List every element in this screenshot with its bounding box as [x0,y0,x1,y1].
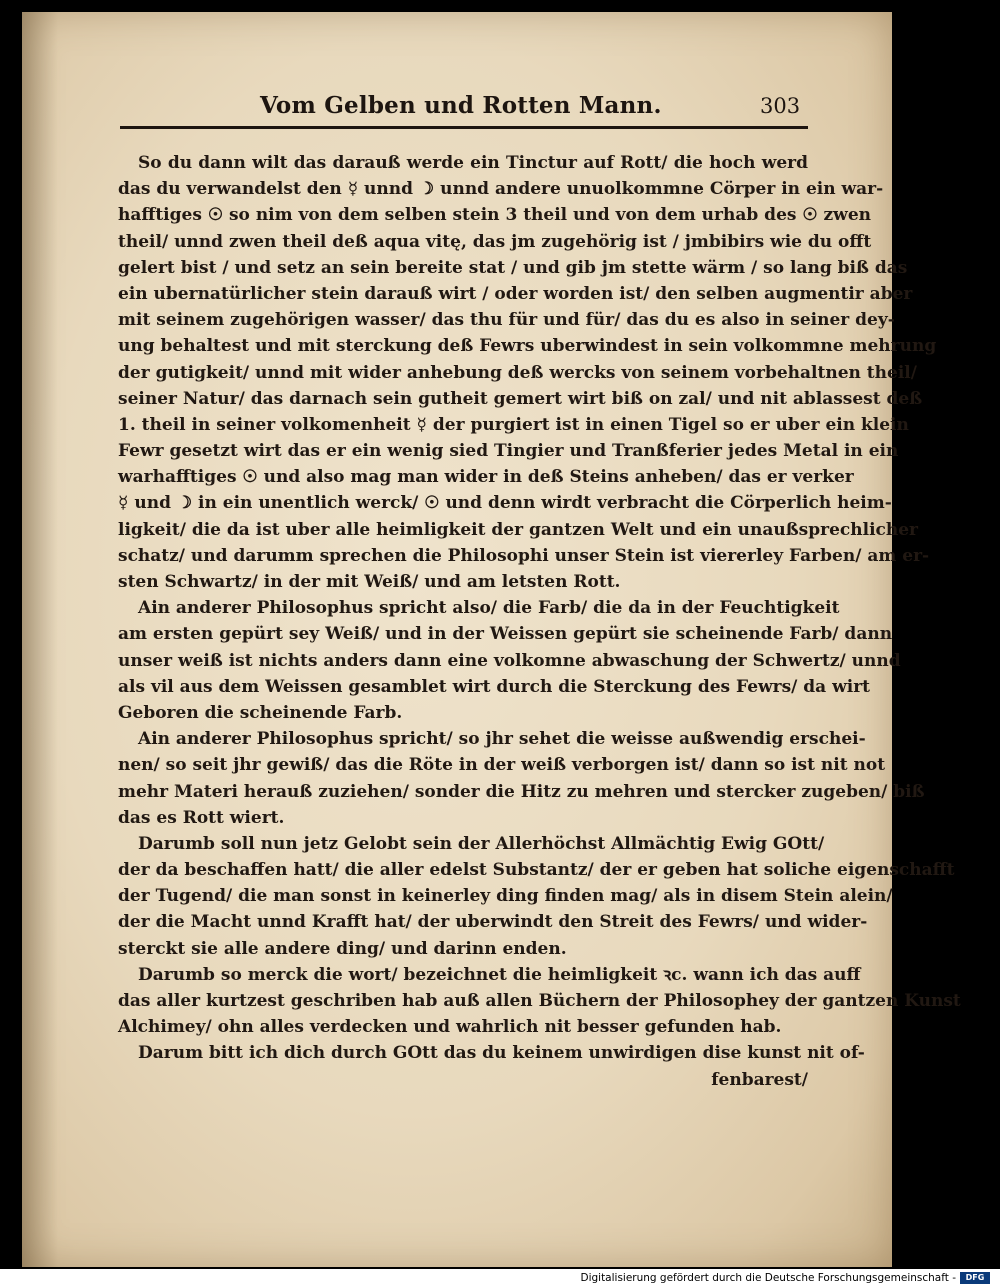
text-line: Darumb soll nun jetz Gelobt sein der Allerhöchst Allmächtig Ewig GOtt/ [138,833,825,854]
text-line: fenbarest/ [711,1069,808,1090]
text-line: seiner Natur/ das darnach sein gutheit gemert wirt biß on zal/ und nit ablassest deß [118,388,923,409]
text-line: mehr Materi herauß zuziehen/ sonder die Hitz zu mehren und stercker zugeben/ biß [118,781,925,802]
text-line: als vil aus dem Weissen gesamblet wirt durch die Sterckung des Fewrs/ da wirt [118,676,871,697]
text-line: das es Rott wiert. [118,807,285,828]
text-line: So du dann wilt das darauß werde ein Tinctur auf Rott/ die hoch werd [138,153,808,173]
text-line: Fewr gesetzt wirt das er ein wenig sied Tingier und Tranßferier jedes Metal in ein [118,441,899,462]
text-line: ligkeit/ die da ist uber alle heimligkeit der gantzen Welt und ein unaußsprechlicher [118,519,919,540]
text-line: ung behaltest und mit sterckung deß Fewrs uberwindest in sein volkommne mehrung [118,336,937,357]
text-line: das aller kurtzest geschriben hab auß allen Büchern der Philosophey der gantzen Kunst [118,991,961,1011]
text-line: 1. theil in seiner volkomenheit ☿ der purgiert ist in einen Tigel so er uber ein klein [118,414,909,435]
text-line: theil/ unnd zwen theil deß aqua vitę, das jm zugehörig ist / jmbibirs wie du offt [118,231,872,252]
digitization-credit: Digitalisierung gefördert durch die Deutsche Forschungsgemeinschaft - [580,1272,956,1284]
text-line: sten Schwartz/ in der mit Weiß/ und am letsten Rott. [118,572,621,592]
text-line: Ain anderer Philosophus spricht also/ die Farb/ die da in der Feuchtigkeit [138,598,840,619]
text-line: Ain anderer Philosophus spricht/ so jhr sehet die weisse außwendig erschei- [138,729,866,750]
text-line: Darum bitt ich dich durch GOtt das du keinem unwirdigen dise kunst nit of- [138,1043,865,1064]
text-line: ein ubernatürlicher stein darauß wirt / oder worden ist/ den selben augmentir aber [118,283,913,304]
book-page [22,12,961,1267]
text-line: der gutigkeit/ unnd mit wider anhebung deß wercks von seinem vorbehaltnen theil/ [118,362,917,383]
text-line: warhafftiges ☉ und also mag man wider in deß Steins anheben/ das er verker [118,467,854,488]
text-line: hafftiges ☉ so nim von dem selben stein 3 theil und von dem urhab des ☉ zwen [118,205,871,226]
text-line: Alchimey/ ohn alles verdecken und wahrlich nit besser gefunden hab. [118,1017,782,1038]
text-line: der die Macht unnd Krafft hat/ der uberwindt den Streit des Fewrs/ und wider- [118,912,868,933]
body-text [118,150,961,1093]
text-line: der da beschaffen hatt/ die aller edelst Substantz/ der er geben hat soliche eigenschafft [118,860,955,881]
page-number: 303 [760,94,801,118]
page-header [120,90,810,130]
text-line: ☿ und ☽ in ein unentlich werck/ ☉ und denn wirdt verbracht die Cörperlich heim- [118,493,892,514]
text-line: nen/ so seit jhr gewiß/ das die Röte in der weiß verborgen ist/ dann so ist nit not [118,755,886,776]
text-line: am ersten gepürt sey Weiß/ und in der Weissen gepürt sie scheinende Farb/ dann [118,624,893,645]
text-line: Darumb so merck die wort/ bezeichnet die heimligkeit ꝛc. wann ich das auff [138,964,861,985]
text-line: mit seinem zugehörigen wasser/ das thu für und für/ das du es also in seiner dey- [118,310,895,331]
text-line: sterckt sie alle andere ding/ und darinn enden. [118,938,567,959]
running-title: Vom Gelben und Rotten Mann. [260,92,662,119]
text-line: schatz/ und darumm sprechen die Philosophi unser Stein ist viererley Farben/ am er- [118,545,930,566]
text-line: gelert bist / und setz an sein bereite stat / und gib jm stette wärm / so lang biß das [118,257,908,278]
dfg-logo: DFG [960,1272,990,1284]
text-line: unser weiß ist nichts anders dann eine volkomne abwaschung der Schwertz/ unnd [118,650,901,671]
text-line: der Tugend/ die man sonst in keinerley ding finden mag/ als in disem Stein alein/ [118,886,893,907]
header-rule [120,126,808,129]
text-line: Geboren die scheinende Farb. [118,702,403,723]
text-line: das du verwandelst den ☿ unnd ☽ unnd andere unuolkommne Cörper in ein war- [118,179,884,200]
